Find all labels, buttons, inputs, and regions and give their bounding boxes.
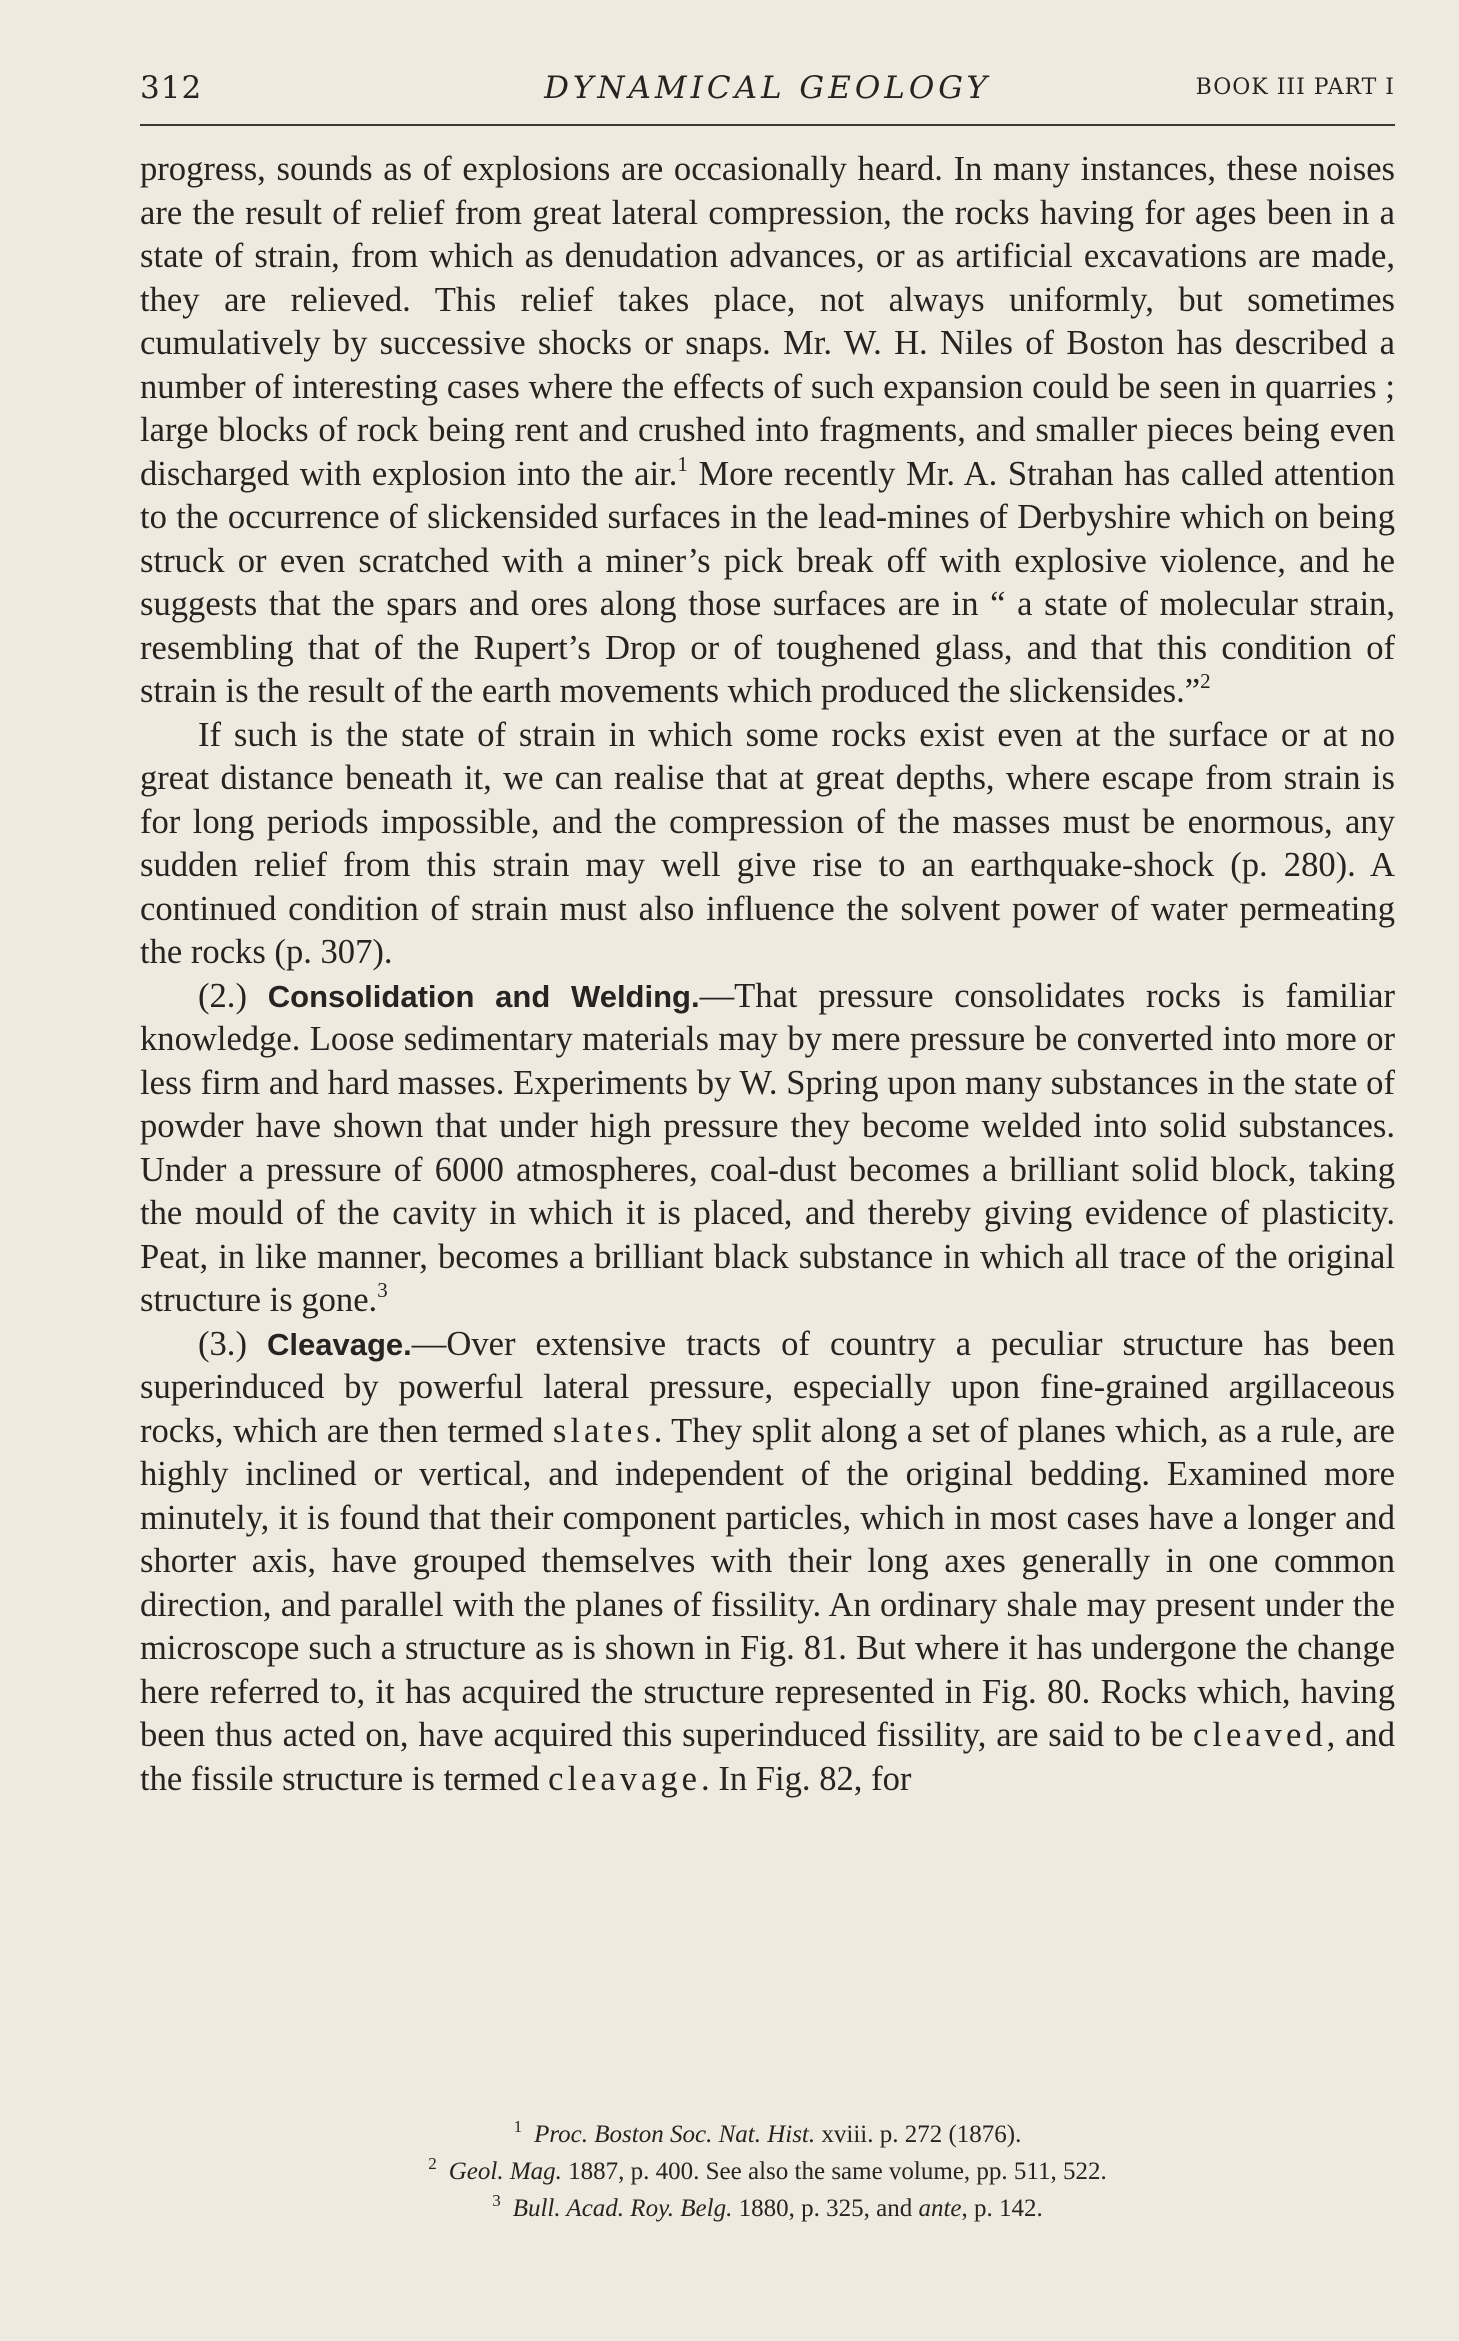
footnote-ref-3: 3 (377, 1278, 388, 1302)
running-header (140, 62, 1395, 112)
footnote-title: Geol. Mag. (448, 2158, 562, 2185)
paragraph-earthquake: If such is the state of strain in which some rocks exist even at the surface or at no great distance beneath it, we can realise that at great depths, where escape from strain is for long periods impossible, and the compression of the masses must be enormous, any sudden relief from this strain may well give rise to an earthquake-shock (p. 280). A continued condition of strain must also influence the solvent power of water permeating the rocks (p. 307). (140, 715, 1395, 971)
footnote-ref-1: 1 (677, 451, 688, 476)
footnote-ref-2: 2 (1200, 669, 1211, 693)
book-part-label: BOOK III PART I (1195, 75, 1395, 100)
paragraph-strain-relief: progress, sounds as of explosions are occasionally heard. In many instances, these noises are the result of relief from great lateral compression, the rocks having for ages been in a state of strain, from which as denudation advances, or as artificial excavations are made, they are relieved. This relief takes place, not always uniformly, but sometimes cumulatively by successive shocks or snaps. Mr. W. H. Niles of Boston has described a number of interesting cases where the effects of such expansion could be seen in quarries ; large blocks of rock being rent and crushed into fragments, and smaller pieces being even discharged with explosion into the air.$^1$ More recently Mr. A. Strahan has called attention to the occurrence of slickensided surfaces in the lead-mines of Derbyshire which on being struck or even scratched with a miner’s pick break off with explosive violence, and he suggests that the spars and ores along those surfaces are in “ a state of molecular strain, resembling that of the Rupert’s Drop or of toughened glass, and that this condition of strain is the result of the earth movements which produced the slickensides.”$^2$ (140, 150, 1395, 710)
footnote-title: Bull. Acad. Roy. Belg. (512, 2195, 733, 2222)
section-heading-cleavage: Cleavage. (267, 1326, 412, 1362)
page-number: 312 (140, 70, 203, 106)
term-slates: slates (552, 1411, 654, 1450)
header-rule (140, 124, 1395, 126)
section-number: (3.) (198, 1324, 247, 1363)
paragraph-cleavage: (3.) Cleavage.—Over extensive tracts of country a peculiar structure has been superinduced by powerful lateral pressure, especially upon fine-grained argillaceous rocks, which are then termed slates. They split along a set of planes which, as a rule, are highly inclined or vertical, and independent of the original bedding. Examined more minutely, it is found that their component particles, which in most cases have a longer and shorter axis, have grouped themselves with their long axes generally in one common direction, and parallel with the planes of fissility. An ordinary shale may present under the microscope such a structure as is shown in Fig. 81. But where it has undergone the change here referred to, it has acquired the structure represented in Fig. 80. Rocks which, having been thus acted on, have acquired this superinduced fissility, are said to be cleaved, and the fissile structure is termed cleavage. In Fig. 82, for (140, 1324, 1396, 1798)
running-title: DYNAMICAL GEOLOGY (544, 70, 991, 106)
paragraph-consolidation: (2.) Consolidation and Welding.—That pressure consolidates rocks is familiar knowledge. Loose sedimentary materials may by mere pressure be converted into more or less firm and hard masses. Experiments by W. Spring upon many substances in the state of powder have shown that under high pressure they become welded into solid substances. Under a pressure of 6000 atmospheres, coal-dust becomes a brilliant solid block, taking the mould of the cavity in which it is placed, and thereby giving evidence of plasticity. Peat, in like manner, becomes a brilliant black substance in which all trace of the original structure is gone.$^3$ (140, 976, 1395, 1319)
section-heading-consolidation: Consolidation and Welding. (267, 978, 700, 1014)
footnotes (140, 2116, 1395, 2227)
footnote-1: $^1$ Proc. Boston Soc. Nat. Hist. xviii. p. 272 (1876). (513, 2117, 1022, 2148)
term-cleavage: cleavage (548, 1759, 702, 1798)
section-number: (2.) (198, 976, 247, 1015)
term-cleaved: cleaved (1193, 1716, 1327, 1754)
footnote-title: Proc. Boston Soc. Nat. Hist. (534, 2121, 816, 2148)
footnote-2: $^2$ Geol. Mag. 1887, p. 400. See also the same volume, pp. 511, 522. (428, 2154, 1107, 2185)
body-text (140, 148, 1395, 1801)
footnote-3: $^3$ Bull. Acad. Roy. Belg. 1880, p. 325, and ante, p. 142. (492, 2191, 1043, 2222)
